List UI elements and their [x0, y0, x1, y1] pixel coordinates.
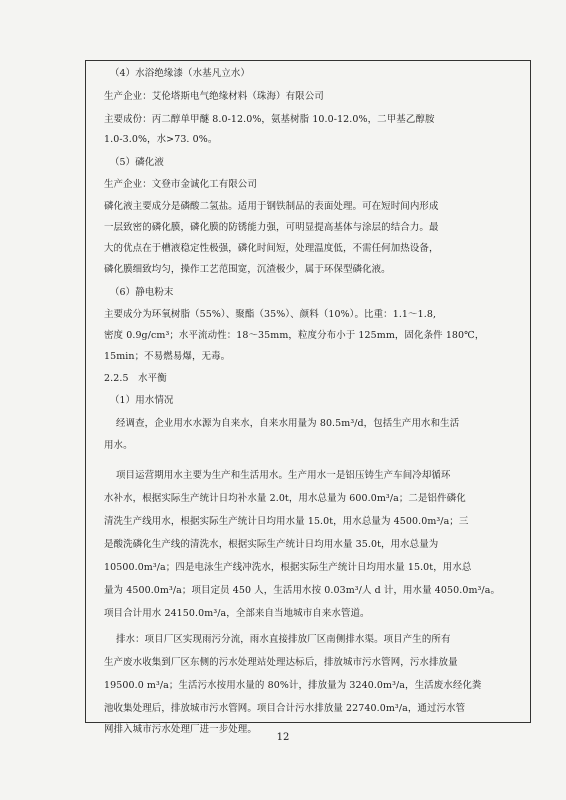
text-line: 主要成分为环氧树脂（55%）、聚酯（35%）、颜料（10%）。比重：1.1～1.8,: [104, 309, 437, 320]
text-line: 大的优点在于槽液稳定性极强，磷化时间短，处理温度低，不需任何加热设备，: [104, 243, 439, 254]
text-line: 排水：项目厂区实现雨污分流，雨水直接排放厂区南侧排水渠。项目产生的所有: [116, 634, 451, 645]
page-number: 12: [276, 732, 290, 743]
text-line: 15min；不易燃易爆，无毒。: [104, 351, 231, 362]
text-line: 项目合计用水 24150.0m³/a，全部来自当地城市自来水管道。: [104, 608, 370, 619]
text-line: 项目运营期用水主要为生产和生活用水。生产用水一是铝压铸生产车间冷却循环: [116, 470, 451, 481]
text-line: 10500.0m³/a；四是电泳生产线冲洗水，根据实际生产统计日均用水量 15.0t，用水总: [104, 562, 472, 573]
content-frame: [85, 60, 531, 735]
text-line: 池收集处理后，排放城市污水管网。项目合计污水排放量 22740.0m³/a，通过污水管: [104, 703, 466, 714]
text-line: 量为 4500.0m³/a；项目定员 450 人，生活用水按 0.03m³/人 d 计，用水量 4050.0m³/a。: [104, 585, 501, 596]
text-line: 是酸洗磷化生产线的清洗水，根据实际生产统计日均用水量 35.0t，用水总量为: [104, 539, 439, 550]
text-line: 磷化膜细致均匀，操作工艺范围宽，沉渣极少，属于环保型磷化液。: [104, 264, 391, 275]
text-line: （1）用水情况: [110, 395, 174, 406]
text-line: 网排入城市污水处理厂进一步处理。: [104, 724, 257, 735]
text-line: 19500.0 m³/a；生活污水按用水量的 80%计，排放量为 3240.0m³/a，生活废水经化粪: [104, 680, 482, 691]
text-line: 主要成份：丙二醇单甲醚 8.0-12.0%，氨基树脂 10.0-12.0%，二甲基乙醇胺: [104, 114, 435, 125]
text-line: （4）水浴绝缘漆（水基凡立水）: [110, 68, 250, 79]
text-line: 水补水，根据实际生产统计日均补水量 2.0t，用水总量为 600.0m³/a；二是铝件磷化: [104, 493, 466, 504]
text-line: 生产废水收集到厂区东侧的污水处理站处理达标后，排放城市污水管网，污水排放量: [104, 657, 458, 668]
text-line: 生产企业：文登市金诚化工有限公司: [104, 179, 257, 190]
text-line: 1.0-3.0%，水>73. 0%。: [104, 134, 218, 145]
text-line: 经调查，企业用水水源为自来水，自来水用量为 80.5m³/d，包括生产用水和生活: [116, 418, 460, 429]
section-heading: 2.2.5 水平衡: [104, 373, 167, 384]
text-line: 用水。: [104, 440, 133, 451]
text-line: 磷化液主要成分是磷酸二氢盐。适用于钢铁制品的表面处理。可在短时间内形成: [104, 201, 439, 212]
text-line: 一层致密的磷化膜，磷化膜的防锈能力强，可明显提高基体与涂层的结合力。最: [104, 222, 439, 233]
text-line: 密度 0.9g/cm³；水平流动性：18～35mm，粒度分布小于 125mm，固化条件 180℃，: [104, 330, 485, 341]
text-line: 清洗生产线用水，根据实际生产统计日均用水量 15.0t，用水总量为 4500.0m³/a；三: [104, 516, 469, 527]
text-line: （6）静电粉末: [110, 287, 174, 298]
text-line: （5）磷化液: [110, 157, 164, 168]
text-line: 生产企业：艾伦塔斯电气绝缘材料（珠海）有限公司: [104, 91, 324, 102]
